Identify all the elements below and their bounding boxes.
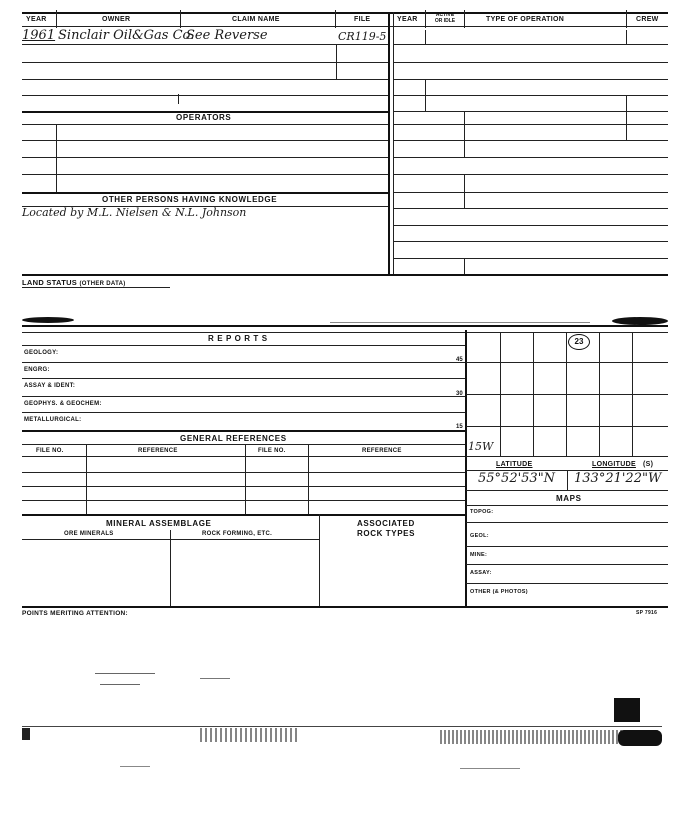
rock-forming-header: ROCK FORMING, ETC. bbox=[202, 531, 273, 537]
report-geophys: GEOPHYS. & GEOCHEM: bbox=[24, 401, 102, 407]
row1-owner: Sinclair Oil&Gas Co. bbox=[58, 28, 195, 43]
ore-minerals-header: ORE MINERALS bbox=[64, 531, 114, 537]
land-status-label: LAND STATUS bbox=[22, 278, 78, 287]
maps-geol: GEOL: bbox=[470, 533, 489, 539]
ref-header-reference-2: REFERENCE bbox=[362, 448, 402, 454]
row1-claim-name: See Reverse bbox=[186, 28, 268, 43]
header-or-idle: OR IDLE bbox=[434, 18, 456, 24]
report-assay: ASSAY & IDENT: bbox=[24, 383, 76, 389]
header-owner: OWNER bbox=[102, 16, 131, 23]
maps-mine: MINE: bbox=[470, 552, 488, 558]
grid-section-mark bbox=[568, 334, 590, 350]
latitude-label: LATITUDE bbox=[496, 461, 533, 468]
form-number: SP 7916 bbox=[636, 610, 658, 616]
report-geology: GEOLOGY: bbox=[24, 350, 59, 356]
points-meriting-attention: POINTS MERITING ATTENTION: bbox=[22, 610, 129, 617]
edge-number-45: 45 bbox=[456, 357, 463, 363]
row1-year: 1961 bbox=[22, 28, 56, 43]
header-claim-name: CLAIM NAME bbox=[232, 16, 280, 23]
maps-assay: ASSAY: bbox=[470, 570, 492, 576]
latitude-value: 55°52'53"N bbox=[478, 471, 556, 486]
mineral-assemblage-title: MINERAL ASSEMBLAGE bbox=[106, 519, 212, 528]
operators-title: OPERATORS bbox=[176, 113, 232, 122]
report-engrg: ENGRG: bbox=[24, 367, 50, 373]
row1-file: CR119-5 bbox=[338, 30, 387, 43]
maps-topog: TOPOG: bbox=[470, 509, 494, 515]
ref-header-file-no-2: FILE NO. bbox=[258, 448, 286, 454]
header-active: ACTIVE bbox=[435, 12, 455, 18]
grid-section-number: 23 bbox=[574, 337, 584, 346]
header-op-year: YEAR bbox=[397, 16, 418, 23]
longitude-mark: (S) bbox=[643, 461, 654, 468]
other-persons-title: OTHER PERSONS HAVING KNOWLEDGE bbox=[102, 195, 278, 204]
general-references-title: GENERAL REFERENCES bbox=[180, 434, 287, 443]
reports-title: R E P O R T S bbox=[208, 334, 268, 343]
maps-other: OTHER (& PHOTOS) bbox=[470, 589, 528, 595]
header-crew: CREW bbox=[636, 16, 659, 23]
edge-number-30: 30 bbox=[456, 391, 463, 397]
associated-rock-types-line2: ROCK TYPES bbox=[357, 529, 416, 538]
longitude-label: LONGITUDE bbox=[592, 461, 636, 468]
header-type-of-operation: TYPE OF OPERATION bbox=[486, 16, 565, 23]
land-status-sub: (OTHER DATA) bbox=[79, 281, 126, 287]
meridian-note: 15W bbox=[468, 440, 494, 453]
maps-title: MAPS bbox=[556, 494, 582, 503]
associated-rock-types-line1: ASSOCIATED bbox=[357, 519, 415, 528]
header-file: FILE bbox=[354, 16, 371, 23]
header-year: YEAR bbox=[26, 16, 47, 23]
edge-number-15: 15 bbox=[456, 424, 463, 430]
report-metallurgical: METALLURGICAL: bbox=[24, 417, 82, 423]
ref-header-file-no-1: FILE NO. bbox=[36, 448, 64, 454]
ref-header-reference-1: REFERENCE bbox=[138, 448, 178, 454]
other-persons-text: Located by M.L. Nielsen & N.L. Johnson bbox=[22, 206, 247, 219]
longitude-value: 133°21'22"W bbox=[574, 471, 662, 486]
